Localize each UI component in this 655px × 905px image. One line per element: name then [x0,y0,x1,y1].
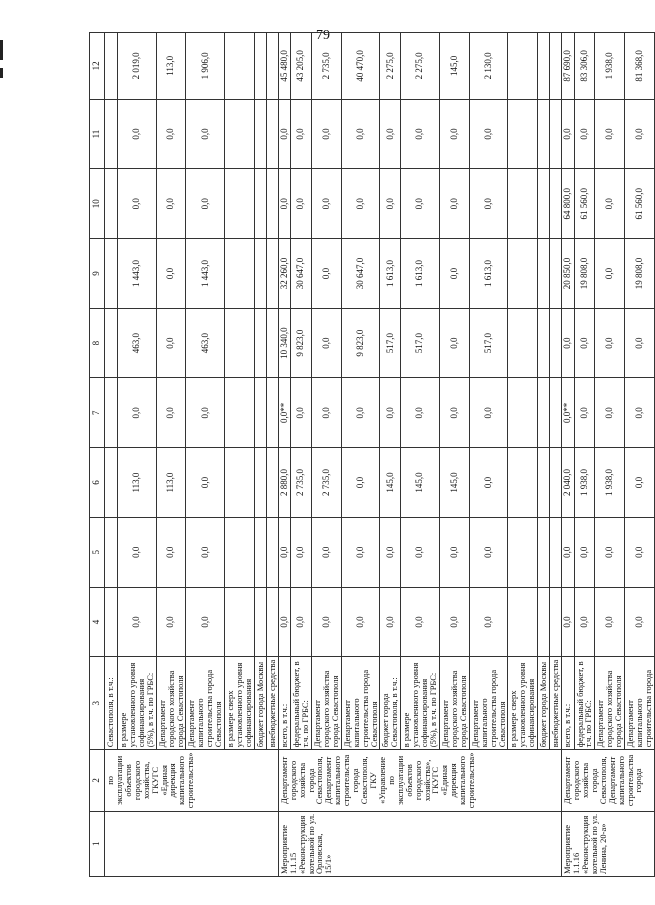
source-cell: Департамент капитального строительства города Севастополя [469,657,508,750]
value-cell: 0,0 [562,99,574,169]
source-cell: в размере установленного уровня софинансирования (5%), в т.ч. по ГРБС: [401,657,440,750]
value-cell [254,448,266,518]
value-cell: 0,0 [186,587,225,657]
value-cell: 83 306,0 [574,33,595,100]
source-cell: бюджет города Москвы [538,657,550,750]
value-cell [550,169,562,239]
value-cell: 0,0 [440,169,470,239]
measure-cell: Мероприятие 1.1.16 «Реконструкция котельной по ул. Ленина, 20-а» [562,811,655,876]
value-cell: 0,0 [186,517,225,587]
value-cell [225,99,255,169]
value-cell [254,587,266,657]
value-cell: 1 613,0 [380,239,401,309]
value-cell: 0,0 [469,448,508,518]
value-cell: 0,0 [574,308,595,378]
value-cell [254,378,266,448]
source-cell: в размере установленного уровня софинансирования (5%), в т.ч. по ГРБС: [118,657,157,750]
value-cell: 1 906,0 [186,33,225,100]
source-cell: в размере сверх установленного уровня софинансирования [508,657,538,750]
value-cell [225,308,255,378]
value-cell: 0,0 [341,517,380,587]
value-cell: 0,0 [186,378,225,448]
value-cell: 45 480,0 [278,33,290,100]
source-cell: Департамент городского хозяйства города Севастополя [312,657,342,750]
value-cell: 0,0 [380,517,401,587]
value-cell: 0,0 [469,378,508,448]
value-cell: 0,0 [562,308,574,378]
value-cell [538,587,550,657]
value-cell [550,587,562,657]
value-cell: 0,0 [469,99,508,169]
column-header: 1 [90,811,105,876]
value-cell: 0,0 [574,99,595,169]
value-cell: 0,0 [156,99,186,169]
value-cell: 0,0 [156,169,186,239]
margin-mark [0,40,3,60]
value-cell: 10 340,0 [278,308,290,378]
value-cell: 0,0 [380,378,401,448]
value-cell [508,448,538,518]
value-cell: 0,0 [312,99,342,169]
value-cell [550,239,562,309]
value-cell [550,33,562,100]
column-header: 5 [90,517,105,587]
value-cell: 30 647,0 [341,239,380,309]
value-cell: 1 443,0 [186,239,225,309]
value-cell: 19 808,0 [574,239,595,309]
value-cell: 0,0 [595,169,625,239]
executor-cell: Департамент городского хозяйства города Севастополя, Департамент капитального строительства города [562,750,655,811]
value-cell: 463,0 [118,308,157,378]
column-header: 10 [90,169,105,239]
value-cell [266,239,278,309]
value-cell: 0,0 [440,239,470,309]
value-cell: 517,0 [401,308,440,378]
value-cell: 87 690,0 [562,33,574,100]
value-cell: 0,0 [380,99,401,169]
source-cell: федеральный бюджет, в т.ч. по ГРБС: [574,657,595,750]
value-cell [105,239,118,309]
value-cell: 0,0 [401,99,440,169]
value-cell: 0,0 [574,587,595,657]
value-cell: 0,0 [440,99,470,169]
executor-cell: Департамент городского хозяйства города Севастополя, Департамент капитального строительства города Севастополя, ГКУ «Управление по эксплуатации объектов городского хозяйства», ГКУГС «Единая дирекция капитального строительства» [278,750,561,811]
value-cell: 2 880,0 [278,448,290,518]
column-header: 11 [90,99,105,169]
source-cell: внебюджетные средства [550,657,562,750]
value-cell: 0,0 [312,239,342,309]
value-cell [254,33,266,100]
value-cell [508,587,538,657]
value-cell [266,308,278,378]
value-cell: 2 735,0 [291,448,312,518]
value-cell: 145,0 [380,448,401,518]
value-cell: 0,0 [625,308,655,378]
value-cell: 0,0 [341,169,380,239]
value-cell: 0,0 [291,169,312,239]
value-cell: 0,0 [401,587,440,657]
value-cell [508,517,538,587]
value-cell: 0,0 [562,587,574,657]
value-cell: 145,0 [440,448,470,518]
value-cell: 0,0 [469,517,508,587]
value-cell [105,448,118,518]
value-cell: 0,0 [401,169,440,239]
value-cell: 0,0 [401,378,440,448]
value-cell [508,239,538,309]
value-cell: 0,0** [562,378,574,448]
value-cell: 2 275,0 [401,33,440,100]
value-cell: 0,0 [291,517,312,587]
column-header: 12 [90,33,105,100]
value-cell: 64 800,0 [562,169,574,239]
value-cell: 0,0 [595,239,625,309]
table-row [562,33,574,877]
value-cell: 0,0 [625,448,655,518]
column-header: 8 [90,308,105,378]
value-cell: 1 613,0 [469,239,508,309]
value-cell: 0,0 [118,169,157,239]
value-cell: 81 368,0 [625,33,655,100]
value-cell: 0,0 [312,587,342,657]
value-cell: 1 443,0 [118,239,157,309]
value-cell: 145,0 [440,33,470,100]
executor-cell: по эксплуатации объектов городского хозяйства, ГКУГС «Единая дирекция капитального строительства» [105,750,279,811]
value-cell [225,448,255,518]
column-header: 9 [90,239,105,309]
table-row [278,33,290,877]
value-cell: 2 275,0 [380,33,401,100]
value-cell [538,99,550,169]
value-cell [538,448,550,518]
value-cell [105,33,118,100]
value-cell: 113,0 [118,448,157,518]
value-cell: 0,0 [469,587,508,657]
value-cell [105,308,118,378]
source-cell: Севастополя, в т.ч.: [105,657,118,750]
value-cell: 113,0 [156,33,186,100]
value-cell: 2 019,0 [118,33,157,100]
value-cell: 9 823,0 [291,308,312,378]
value-cell: 61 560,0 [574,169,595,239]
value-cell: 0,0 [341,448,380,518]
value-cell: 0,0 [156,308,186,378]
value-cell: 0,0 [380,587,401,657]
source-cell: федеральный бюджет, в т.ч. по ГРБС: [291,657,312,750]
value-cell: 0,0 [156,587,186,657]
value-cell: 2 735,0 [312,33,342,100]
value-cell: 0,0 [156,239,186,309]
value-cell [266,169,278,239]
value-cell: 0,0 [595,587,625,657]
value-cell [254,517,266,587]
value-cell: 0,0 [156,378,186,448]
measure-cell: Мероприятие 1.1.15 «Реконструкция котельной по ул. Орловская, 15/1» [278,811,561,876]
value-cell: 43 205,0 [291,33,312,100]
value-cell [538,308,550,378]
value-cell: 40 470,0 [341,33,380,100]
value-cell: 0,0 [312,517,342,587]
value-cell: 61 560,0 [625,169,655,239]
value-cell: 1 938,0 [595,33,625,100]
value-cell [105,517,118,587]
value-cell [538,239,550,309]
value-cell: 0,0 [118,378,157,448]
value-cell [266,587,278,657]
value-cell: 0,0 [595,517,625,587]
value-cell: 0,0 [625,517,655,587]
value-cell [225,169,255,239]
value-cell [254,239,266,309]
value-cell: 0,0 [156,517,186,587]
value-cell: 0,0 [380,169,401,239]
value-cell: 0,0 [341,378,380,448]
value-cell: 1 938,0 [574,448,595,518]
column-header: 3 [90,657,105,750]
value-cell [105,169,118,239]
source-cell: Департамент городского хозяйства города Севастополя [440,657,470,750]
value-cell: 0,0 [291,587,312,657]
value-cell: 9 823,0 [341,308,380,378]
value-cell: 517,0 [469,308,508,378]
value-cell: 20 850,0 [562,239,574,309]
source-cell: Департамент городского хозяйства города Севастополя [156,657,186,750]
value-cell: 0,0 [278,169,290,239]
source-cell: Департамент городского хозяйства города Севастополя [595,657,625,750]
value-cell [254,99,266,169]
value-cell [266,448,278,518]
value-cell: 145,0 [401,448,440,518]
value-cell [538,378,550,448]
table-body [105,33,655,877]
value-cell: 0,0 [118,99,157,169]
value-cell [550,378,562,448]
value-cell [254,308,266,378]
column-header: 4 [90,587,105,657]
value-cell [105,587,118,657]
value-cell: 0,0 [574,378,595,448]
source-cell: бюджет города Москвы [254,657,266,750]
value-cell [105,378,118,448]
value-cell: 0,0 [186,169,225,239]
value-cell: 0,0 [312,308,342,378]
value-cell [538,517,550,587]
column-header: 2 [90,750,105,811]
value-cell: 0,0** [278,378,290,448]
value-cell: 30 647,0 [291,239,312,309]
value-cell: 0,0 [291,378,312,448]
value-cell: 32 260,0 [278,239,290,309]
value-cell [508,169,538,239]
value-cell [225,33,255,100]
value-cell [508,308,538,378]
source-cell: всего, в т.ч.: [562,657,574,750]
table-header-row [90,33,105,877]
rotated-table-container [89,32,653,877]
value-cell: 0,0 [440,517,470,587]
source-cell: Департамент капитального строительства города [625,657,655,750]
value-cell: 0,0 [278,517,290,587]
source-cell: внебюджетные средства [266,657,278,750]
value-cell: 0,0 [469,169,508,239]
value-cell [550,99,562,169]
value-cell: 0,0 [625,378,655,448]
value-cell [508,99,538,169]
value-cell [508,33,538,100]
value-cell: 0,0 [118,587,157,657]
value-cell [266,33,278,100]
value-cell: 0,0 [595,308,625,378]
value-cell [550,308,562,378]
measure-cell [105,811,279,876]
value-cell [508,378,538,448]
value-cell: 0,0 [440,587,470,657]
source-cell: бюджет города Севастополя, в т.ч.: [380,657,401,750]
value-cell: 19 808,0 [625,239,655,309]
value-cell [225,517,255,587]
budget-table [89,32,655,877]
value-cell [266,99,278,169]
value-cell: 0,0 [291,99,312,169]
value-cell: 2 735,0 [312,448,342,518]
value-cell [550,517,562,587]
column-header: 6 [90,448,105,518]
value-cell [254,169,266,239]
value-cell: 0,0 [312,169,342,239]
value-cell: 0,0 [118,517,157,587]
value-cell: 0,0 [312,378,342,448]
value-cell: 0,0 [595,99,625,169]
value-cell: 0,0 [341,587,380,657]
value-cell: 0,0 [562,517,574,587]
value-cell: 0,0 [341,99,380,169]
value-cell: 0,0 [440,378,470,448]
value-cell [266,517,278,587]
page-number: 79 [316,28,330,43]
value-cell: 517,0 [380,308,401,378]
value-cell: 0,0 [278,587,290,657]
value-cell: 1 938,0 [595,448,625,518]
value-cell: 2 040,0 [562,448,574,518]
value-cell: 0,0 [186,448,225,518]
table-row [105,33,118,877]
value-cell: 463,0 [186,308,225,378]
source-cell: в размере сверх установленного уровня софинансирования [225,657,255,750]
value-cell: 0,0 [278,99,290,169]
value-cell [538,33,550,100]
value-cell [538,169,550,239]
value-cell: 0,0 [186,99,225,169]
value-cell [550,448,562,518]
value-cell: 0,0 [574,517,595,587]
value-cell [225,378,255,448]
value-cell: 113,0 [156,448,186,518]
value-cell [105,99,118,169]
margin-mark [0,68,3,78]
value-cell [225,239,255,309]
value-cell: 0,0 [625,587,655,657]
source-cell: всего, в т.ч.: [278,657,290,750]
value-cell [225,587,255,657]
value-cell: 1 613,0 [401,239,440,309]
source-cell: Департамент капитального строительства города Севастополя [186,657,225,750]
value-cell: 0,0 [440,308,470,378]
value-cell: 0,0 [625,99,655,169]
value-cell: 2 130,0 [469,33,508,100]
value-cell: 0,0 [595,378,625,448]
value-cell: 0,0 [401,517,440,587]
value-cell [266,378,278,448]
column-header: 7 [90,378,105,448]
source-cell: Департамент капитального строительства города Севастополя [341,657,380,750]
